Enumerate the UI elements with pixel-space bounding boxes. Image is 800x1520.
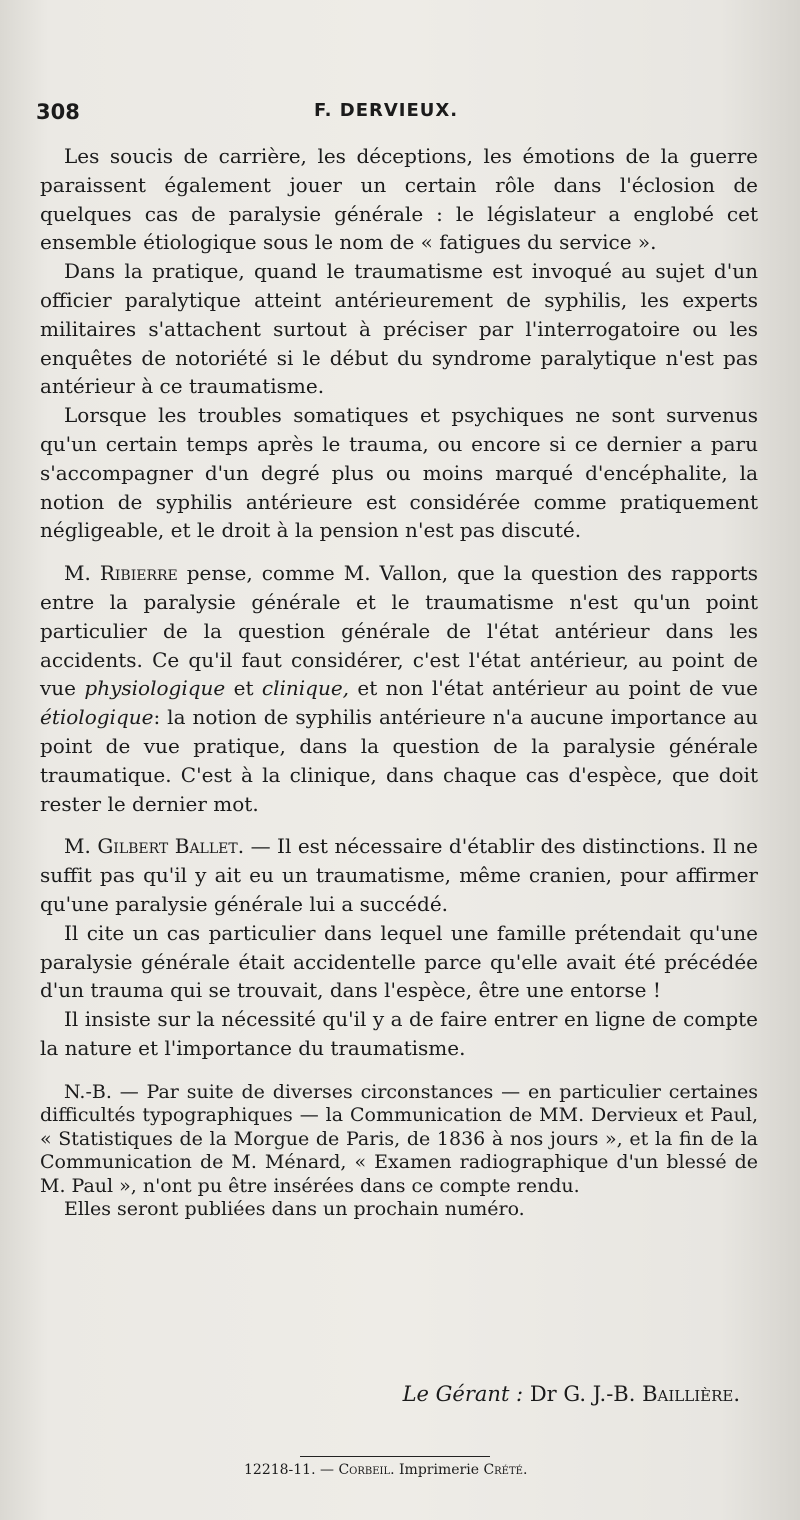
paragraph-case: Il cite un cas particulier dans lequel une famille prétendait qu'une paralysie générale était accidentelle parce qu'elle avait été précédée d'un trauma qui se trouvait, dans l'espèce, être une entorse ! bbox=[40, 920, 758, 1003]
paragraph-military-experts: Dans la pratique, quand le traumatisme est invoqué au sujet d'un officier paralytique atteint antérieurement de syphilis, les experts militaires s'attachent surtout à préciser par l'interrogatoire ou les enquêtes de notoriété si le début du syndrome paralytique n'est pas antérieur à ce traumatisme. bbox=[40, 259, 758, 399]
note-publication: Elles seront publiées dans un prochain numéro. bbox=[64, 1198, 525, 1221]
note-paragraph: N.-B. — Par suite de diverses circonstances — en particulier certaines difficultés typographiques — la Communication de MM. Dervieux et Paul, « Statistiques de la Morgue de Paris, de 1836 à nos jours », et la fin de la Communication de M. Ménard, « Examen radiographique d'un blessé de M. Paul », n'ont pu être insérées dans ce compte rendu. bbox=[40, 1080, 758, 1197]
emphasis-physiologique: physiologique bbox=[84, 676, 226, 701]
paragraph-ribierre: M. Ribierre pense, comme M. Vallon, que la question des rapports entre la paralysie générale et le traumatisme n'est qu'un point particulier de la question générale de l'état antérieur dans les accidents. Ce qu'il faut considérer, c'est l'état antérieur, au point de vue physiologique et clinique, et non l'état antérieur au point de vue étiologique: la notion de syphilis antérieure n'a aucune importance au point de vue pratique, dans la question de la paralysie générale traumatique. C'est à la clinique, dans chaque cas d'espèce, que doit rester le dernier mot. bbox=[40, 561, 759, 816]
signature bbox=[403, 1382, 740, 1406]
running-head: F. DERVIEUX. bbox=[314, 100, 459, 121]
signature-label: Le Gérant : bbox=[402, 1382, 524, 1406]
imprint-code: 12218-11. bbox=[244, 1462, 316, 1478]
imprint-printer-name: Crété. bbox=[483, 1462, 528, 1478]
paragraph-insists: Il insiste sur la nécessité qu'il y a de faire entrer en ligne de compte la nature et l'importance du traumatisme. bbox=[40, 1007, 758, 1060]
signature-surname: Baillière. bbox=[642, 1382, 740, 1406]
imprint-city: Corbeil. bbox=[338, 1462, 395, 1478]
paragraph-ballet: M. Gilbert Ballet. — Il est nécessaire d'établir des distinctions. Il ne suffit pas qu'il y ait eu un traumatisme, même cranien, pour affirmer qu'une paralysie générale lui a succédé. bbox=[40, 834, 759, 916]
signature-prefix: Dr G. J.-B. bbox=[523, 1382, 643, 1406]
paragraph-war-stress: Les soucis de carrière, les déceptions, les émotions de la guerre paraissent également jouer un certain rôle dans l'éclosion de quelques cas de paralysie générale : le législateur a englobé cet ensemble étiologique sous le nom de « fatigues du service ». bbox=[40, 144, 758, 255]
paragraph-pension: Lorsque les troubles somatiques et psychiques ne sont survenus qu'un certain temps après le trauma, ou encore si ce dernier a paru s'accompagner d'un degré plus ou moins marqué d'encéphalite, la notion de syphilis antérieure est considérée comme pratiquement négligeable, et le droit à la pension n'est pas discuté. bbox=[40, 403, 758, 543]
article-body bbox=[40, 142, 758, 1222]
emphasis-etiologique: étiologique bbox=[40, 705, 154, 730]
emphasis-clinique: clinique, bbox=[261, 676, 350, 701]
editorial-note bbox=[40, 1081, 758, 1222]
page-number: 308 bbox=[36, 100, 80, 124]
speaker-ballet: M. Gilbert Ballet. bbox=[64, 834, 245, 859]
page-header bbox=[36, 100, 760, 130]
printer-imprint: 12218-11. — Corbeil. Imprimerie Crété. bbox=[244, 1462, 528, 1478]
speaker-ribierre: M. Ribierre bbox=[64, 561, 178, 586]
footer-rule bbox=[300, 1456, 490, 1457]
